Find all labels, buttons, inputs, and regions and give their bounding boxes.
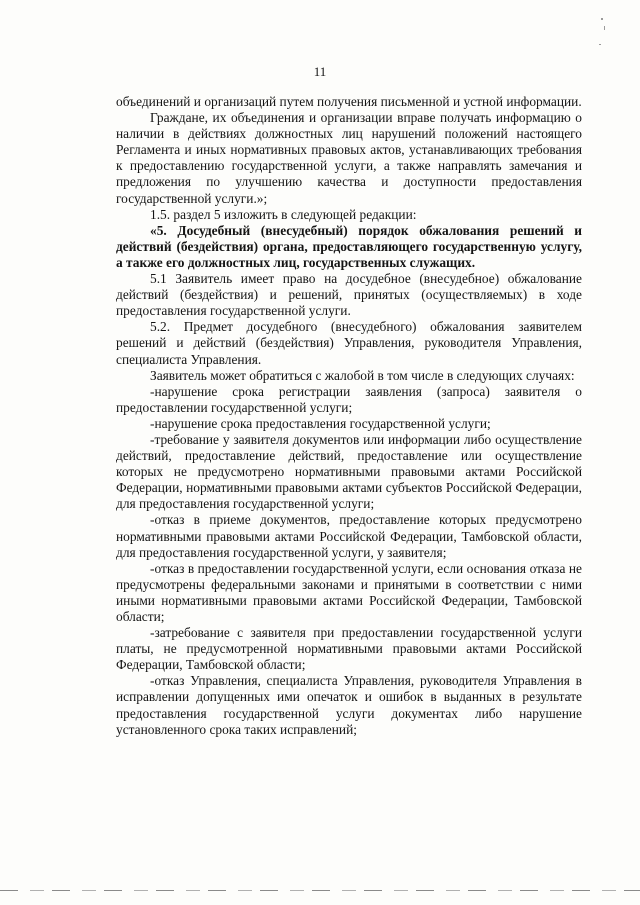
scan-artifact [599, 44, 601, 45]
list-item: -нарушение срока предоставления государственной услуги; [150, 415, 491, 431]
list-item: -требование у заявителя документов или информации либо осуществление действий, предоставление действий, предоставление или осуществление которых не предусмотрено нормативными правовыми актами Российской Федерации, нормативными правовыми актами субъектов Российской Федерации, для предоставления государственной услуги; [116, 431, 582, 512]
list-item: -затребование с заявителя при предоставлении государственной услуги платы, не предусмотренной нормативными правовыми актами Российской Федерации, Тамбовской области; [116, 625, 582, 673]
paragraph: Граждане, их объединения и организации вправе получать информацию о наличии в действиях должностных лиц нарушений положений настоящего Регламента и иных нормативных правовых актов, устанавливающих требования к предоставлению государственной услуги, а также направлять замечания и предложения по улучшению качества и доступности предоставления государственной услуги.»; [116, 110, 582, 206]
document-body [116, 94, 582, 738]
paragraph: Заявитель может обратиться с жалобой в том числе в следующих случаях: [150, 367, 575, 383]
paragraph: объединений и организаций путем получения письменной и устной информации. [116, 94, 582, 109]
list-item: -отказ в приеме документов, предоставление которых предусмотрено нормативными правовыми актами Российской Федерации, Тамбовской области, для предоставления государственной услуги, у заявителя; [116, 512, 582, 560]
section-heading: «5. Досудебный (внесудебный) порядок обжалования решений и действий (бездействия) органа, предоставляющего государственную услугу, а также его должностных лиц, государственных служащих. [116, 222, 582, 270]
scan-artifact [601, 18, 603, 20]
scan-bottom-edge [0, 890, 640, 891]
scan-artifact [604, 26, 605, 30]
paragraph: 5.1 Заявитель имеет право на досудебное (внесудебное) обжалование действий (бездействия) и решений, принятых (осуществляемых) в ходе предоставления государственной услуги. [116, 271, 582, 319]
page-number: 11 [313, 64, 327, 79]
list-item: -нарушение срока регистрации заявления (запроса) заявителя о предоставлении государственной услуги; [116, 383, 582, 415]
paragraph: 1.5. раздел 5 изложить в следующей редакции: [150, 206, 417, 222]
paragraph: 5.2. Предмет досудебного (внесудебного) обжалования заявителем решений и действий (бездействия) Управления, руководителя Управления, специалиста Управления. [116, 319, 582, 367]
list-item: -отказ Управления, специалиста Управления, руководителя Управления в исправлении допущенных ими опечаток и ошибок в выданных в результате предоставления государственной услуги документах либо нарушение установленного срока таких исправлений; [116, 673, 582, 737]
list-item: -отказ в предоставлении государственной услуги, если основания отказа не предусмотрены федеральными законами и принятыми в соответствии с ними иными нормативными правовыми актами Российской Федерации, Тамбовской области; [116, 560, 582, 624]
